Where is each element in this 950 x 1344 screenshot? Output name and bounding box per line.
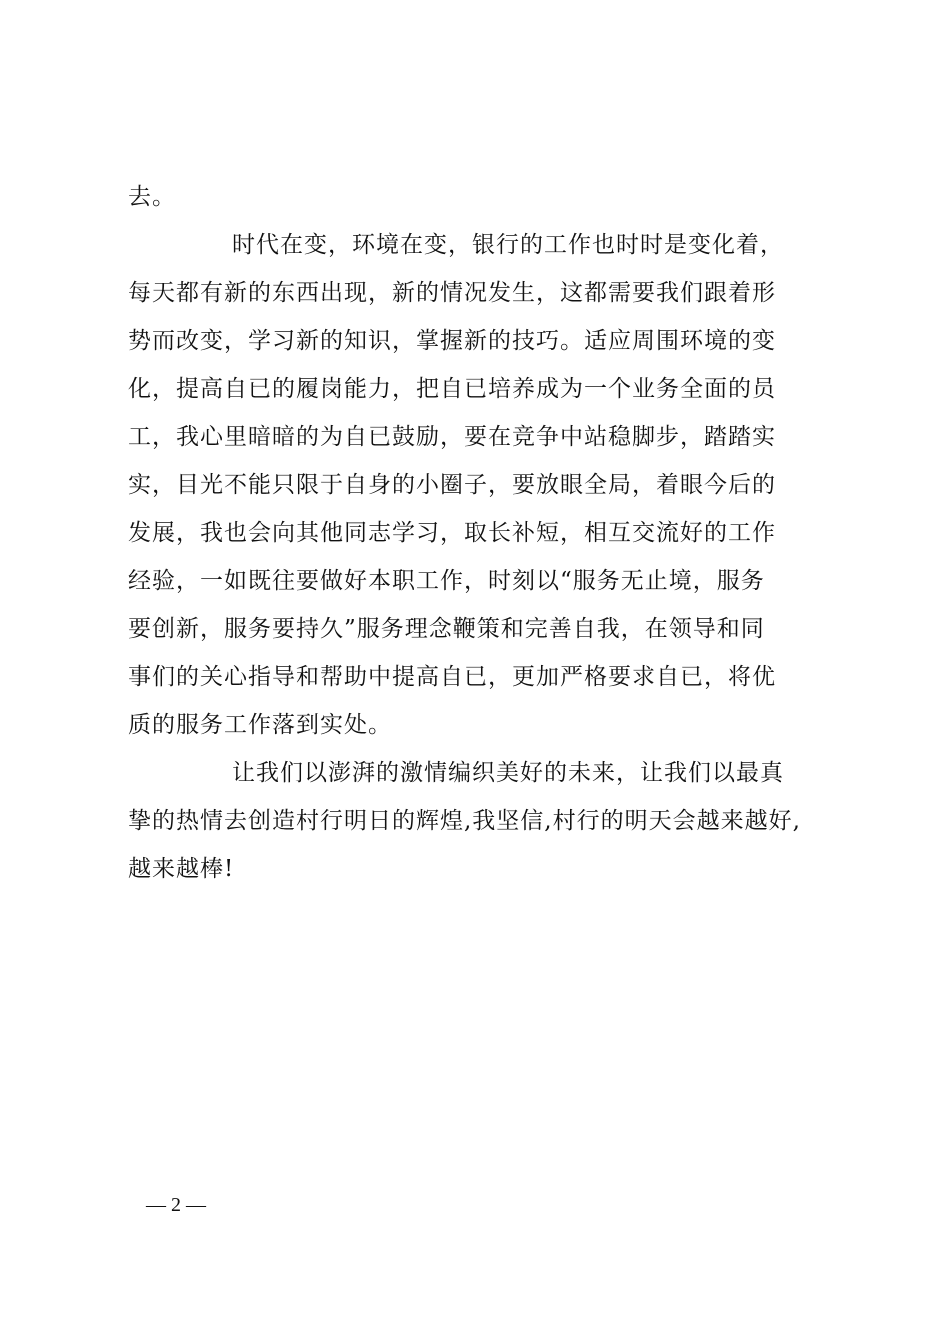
paragraph-first-line: 让我们以澎湃的激情编织美好的未来，让我们以最真: [232, 760, 784, 786]
text-line: 实，目光不能只限于自身的小圈子，要放眼全局，着眼今后的: [128, 472, 776, 498]
page-number: — 2 —: [146, 1194, 206, 1216]
text-line: 质的服务工作落到实处。: [128, 712, 392, 738]
text-line: 势而改变，学习新的知识，掌握新的技巧。适应周围环境的变: [128, 328, 776, 354]
text-line: 事们的关心指导和帮助中提高自已，更加严格要求自已，将优: [128, 664, 776, 690]
text-line: 发展，我也会向其他同志学习，取长补短，相互交流好的工作: [128, 520, 776, 546]
paragraph-first-line: 时代在变，环境在变，银行的工作也时时是变化着，: [232, 232, 784, 258]
text-line: 挚的热情去创造村行明日的辉煌,我坚信,村行的明天会越来越好,: [128, 808, 801, 834]
text-line: 每天都有新的东西出现，新的情况发生，这都需要我们跟着形: [128, 280, 776, 306]
text-line: 工，我心里暗暗的为自已鼓励，要在竞争中站稳脚步，踏踏实: [128, 424, 776, 450]
text-line: 越来越棒!: [128, 856, 235, 882]
text-line: 要创新，服务要持久”服务理念鞭策和完善自我，在领导和同: [128, 616, 765, 642]
text-line: 化，提高自已的履岗能力，把自已培养成为一个业务全面的员: [128, 376, 776, 402]
text-line: 经验，一如既往要做好本职工作，时刻以“服务无止境，服务: [128, 568, 765, 594]
text-line: 去。: [128, 184, 176, 210]
